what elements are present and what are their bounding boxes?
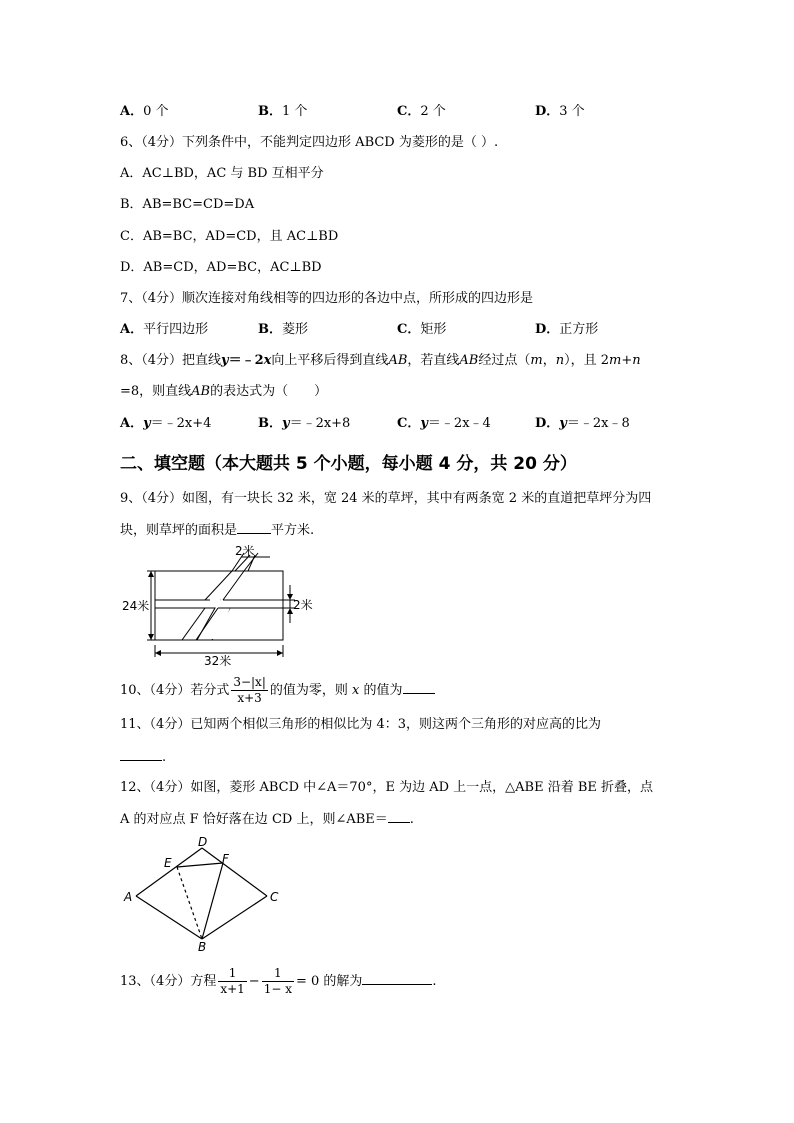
q12-label-e: E — [164, 856, 172, 870]
q8-stem-line2: =8，则直线AB的表达式为（ ） — [120, 384, 328, 399]
q10-stem: 10、（4分）若分式 $\frac{3-|x|}{x+3}$ 的值为零，则 x 的值为 — [120, 674, 435, 708]
q9-answer-blank — [237, 521, 271, 534]
q9-lawn-figure — [120, 545, 330, 670]
q12-stem-line2: A 的对应点 F 恰好落在边 CD 上，则∠ABE＝ . — [120, 812, 414, 827]
q10-fraction: $\frac{3-|x|}{x+3}$ — [233, 675, 266, 705]
section-heading-fill-in: 二、填空题（本大题共 5 个小题，每小题 4 分，共 20 分） — [120, 454, 577, 474]
q13-stem: 13、（4分）方程 $\frac{1}{x+1}$ − $\frac{1}{1- x}$ = 0 的解为 . — [120, 966, 437, 996]
q10-answer-blank — [403, 681, 435, 694]
q12-stem-line1: 12、（4分）如图，菱形 ABCD 中∠A＝70°，E 为边 AD 上一点，△ABE 沿着 BE 折叠，点 — [120, 780, 654, 795]
q9-stem-line1: 9、（4分）如图，有一块长 32 米，宽 24 米的草坪，其中有两条宽 2 米的直道把草坪分为四 — [120, 491, 652, 506]
q7-option-c: C．矩形 — [397, 322, 447, 337]
q9-label-top: 2米 — [235, 545, 255, 558]
q12-rhombus-figure — [120, 835, 290, 955]
q8-option-c: C．y＝﹣2x﹣4 — [397, 416, 491, 431]
q8-option-b: B．y＝﹣2x+8 — [258, 416, 351, 431]
q8-option-a: A．y＝﹣2x+4 — [120, 416, 212, 431]
q11-stem-line2: . — [120, 748, 166, 767]
q13-answer-blank — [362, 972, 432, 985]
q7-stem: 7、（4分）顺次连接对角线相等的四边形的各边中点，所形成的四边形是 — [120, 291, 534, 306]
q7-option-d: D．正方形 — [535, 322, 599, 337]
q11-stem-line1: 11、（4分）已知两个相似三角形的相似比为 4：3，则这两个三角形的对应高的比为 — [120, 717, 601, 732]
q12-label-c: C — [270, 890, 279, 904]
q9-label-right: 2米 — [293, 598, 313, 612]
q12-label-b: B — [198, 940, 207, 954]
q5-option-d: D．3 个 — [535, 104, 585, 119]
q6-option-d: D．AB=CD，AD=BC，AC⊥BD — [120, 260, 322, 275]
q13-fraction-1: $\frac{1}{x+1}$ — [220, 966, 245, 996]
q11-answer-blank — [120, 748, 162, 761]
q5-option-c: C．2 个 — [397, 104, 446, 119]
q6-option-a: A．AC⊥BD，AC 与 BD 互相平分 — [120, 166, 324, 181]
q12-label-f: F — [222, 852, 229, 866]
q13-fraction-2: $\frac{1}{1- x}$ — [263, 966, 292, 996]
q8-stem-line1: 8、（4分）把直线y＝﹣2x向上平移后得到直线AB，若直线AB经过点（m，n），且 2m+n — [120, 353, 641, 368]
q12-label-d: D — [198, 835, 208, 849]
q6-option-b: B．AB=BC=CD=DA — [120, 197, 255, 212]
q7-option-a: A．平行四边形 — [120, 322, 209, 337]
q12-label-a: A — [124, 890, 133, 904]
q12-answer-blank — [388, 810, 410, 823]
q7-option-b: B．菱形 — [258, 322, 309, 337]
q9-stem-line2: 块，则草坪的面积是 平方米. — [120, 523, 315, 538]
q5-option-a: A．0 个 — [120, 104, 169, 119]
q9-label-bottom: 32米 — [204, 654, 232, 668]
q6-stem: 6、（4分）下列条件中，不能判定四边形 ABCD 为菱形的是（ ）. — [120, 135, 499, 150]
q5-option-b: B．1 个 — [258, 104, 308, 119]
q6-option-c: C．AB=BC，AD=CD，且 AC⊥BD — [120, 229, 339, 244]
q9-label-left: 24米 — [122, 599, 150, 613]
q8-option-d: D．y＝﹣2x﹣8 — [535, 416, 630, 431]
